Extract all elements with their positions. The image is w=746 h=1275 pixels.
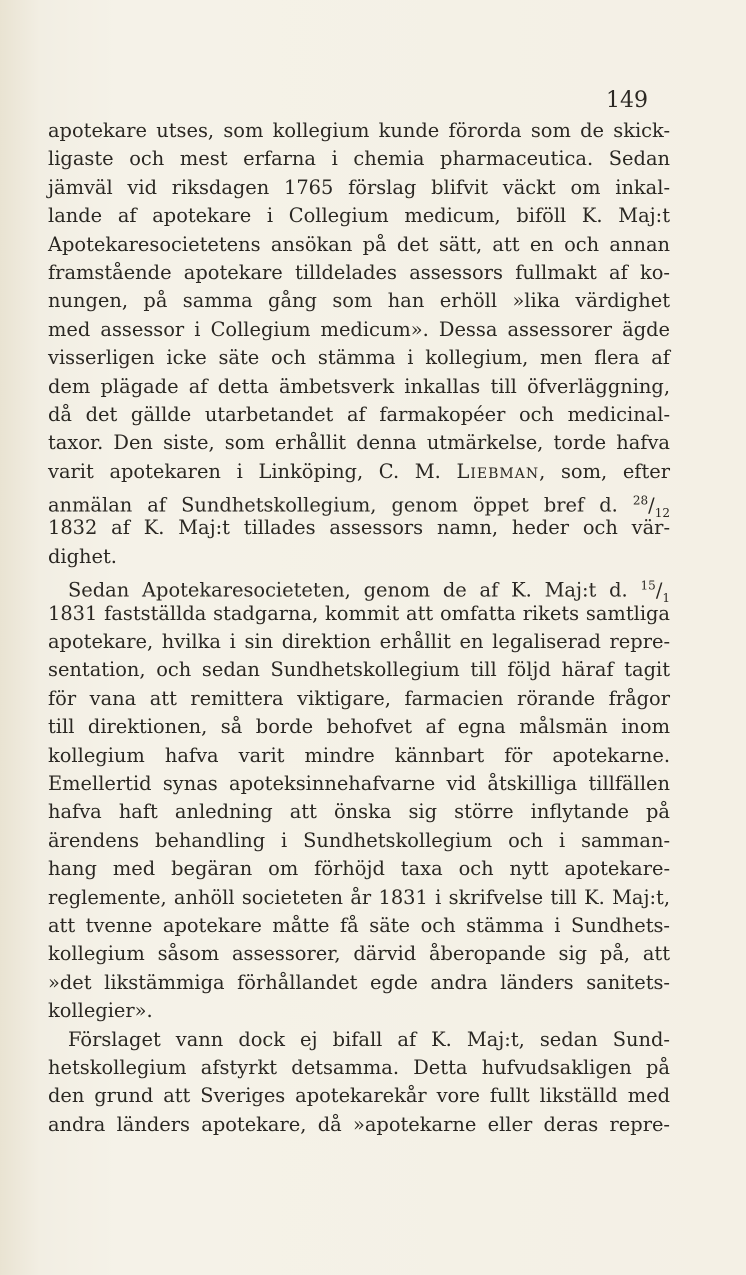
- text-line: ärendens behandling i Sundhetskollegium och i samman-: [48, 828, 670, 852]
- text-line: taxor. Den siste, som erhållit denna utmärkelse, torde hafva: [48, 431, 670, 455]
- text-line: apotekare, hvilka i sin direktion erhållit en legaliserad repre-: [48, 630, 670, 654]
- text-fragment: , som, efter: [539, 459, 671, 483]
- text-fragment: anmälan af Sundhetskollegium, genom öppet bref d.: [48, 493, 633, 517]
- text-line: hafva haft anledning att önska sig större inflytande på: [48, 800, 670, 824]
- text-line: apotekare utses, som kollegium kunde förorda som de skick-: [48, 119, 670, 142]
- text-line: att tvenne apotekare måtte få säte och stämma i Sundhets-: [48, 913, 670, 937]
- fraction-month: 1: [662, 590, 670, 605]
- text-fragment: Sedan Apotekaresocieteten, genom de af K. Maj:t d.: [68, 578, 641, 602]
- fraction-day: 28: [632, 493, 649, 508]
- fraction-day: 15: [640, 578, 656, 593]
- text-line: med assessor i Collegium medicum». Dessa assessorer ägde: [48, 317, 670, 341]
- date-fraction: $^{15}/_1$: [640, 578, 670, 605]
- text-line: till direktionen, så borde behofvet af egna målsmän inom: [48, 715, 670, 739]
- text-line: andra länders apotekare, då »apotekarne eller deras repre-: [48, 1112, 670, 1136]
- date-fraction: $^{28}/_{12}$: [632, 493, 670, 520]
- fraction-month: 12: [654, 505, 670, 520]
- text-line: [48, 486, 670, 520]
- body-text: [48, 117, 670, 1139]
- text-line: ligaste och mest erfarna i chemia pharmaceutica. Sedan: [48, 147, 670, 171]
- text-line: jämväl vid riksdagen 1765 förslag blifvit väckt om inkal-: [48, 175, 670, 199]
- text-line: Emellertid synas apoteksinnehafvarne vid åtskilliga tillfällen: [48, 771, 670, 795]
- text-line: nungen, på samma gång som han erhöll »lika värdighet: [48, 289, 670, 313]
- page-number: 149: [606, 88, 648, 113]
- text-line: [48, 571, 670, 605]
- text-line: framstående apotekare tilldelades assessors fullmakt af ko-: [48, 260, 670, 284]
- text-line: hetskollegium afstyrkt detsamma. Detta hufvudsakligen på: [48, 1055, 670, 1079]
- text-line: Apotekaresocietetens ansökan på det sätt, att en och annan: [48, 232, 670, 256]
- text-line: för vana att remittera viktigare, farmacien rörande frågor: [48, 686, 670, 710]
- person-name: Liebman: [456, 459, 540, 483]
- text-line: sentation, och sedan Sundhetskollegium till följd häraf tagit: [48, 658, 670, 682]
- text-line: dighet.: [48, 544, 117, 568]
- text-line: visserligen icke säte och stämma i kollegium, men flera af: [48, 346, 670, 370]
- text-line: Förslaget vann dock ej bifall af K. Maj:t, sedan Sund-: [68, 1027, 670, 1051]
- text-line: reglemente, anhöll societeten år 1831 i skrifvelse till K. Maj:t,: [48, 885, 670, 909]
- text-fragment: varit apotekaren i Linköping, C. M.: [48, 459, 457, 483]
- text-line: kollegium såsom assessorer, därvid åberopande sig på, att: [48, 942, 670, 966]
- text-line: lande af apotekare i Collegium medicum, biföll K. Maj:t: [48, 204, 670, 228]
- text-line: 1832 af K. Maj:t tillades assessors namn, heder och vär-: [48, 516, 670, 540]
- text-line: hang med begäran om förhöjd taxa och nytt apotekare-: [48, 857, 670, 881]
- text-line: kollegium hafva varit mindre kännbart för apotekarne.: [48, 743, 670, 767]
- text-line: »det likstämmiga förhållandet egde andra länders sanitets-: [48, 970, 670, 994]
- text-line: dem plägade af detta ämbetsverk inkallas till öfverläggning,: [48, 374, 670, 398]
- text-line: [48, 458, 670, 486]
- text-line: 1831 fastställda stadgarna, kommit att omfatta rikets samtliga: [48, 601, 670, 625]
- text-line: då det gällde utarbetandet af farmakopéer och medicinal-: [48, 402, 670, 426]
- text-line: kollegier».: [48, 999, 153, 1023]
- text-line: den grund att Sveriges apotekarekår vore fullt likställd med: [48, 1084, 670, 1108]
